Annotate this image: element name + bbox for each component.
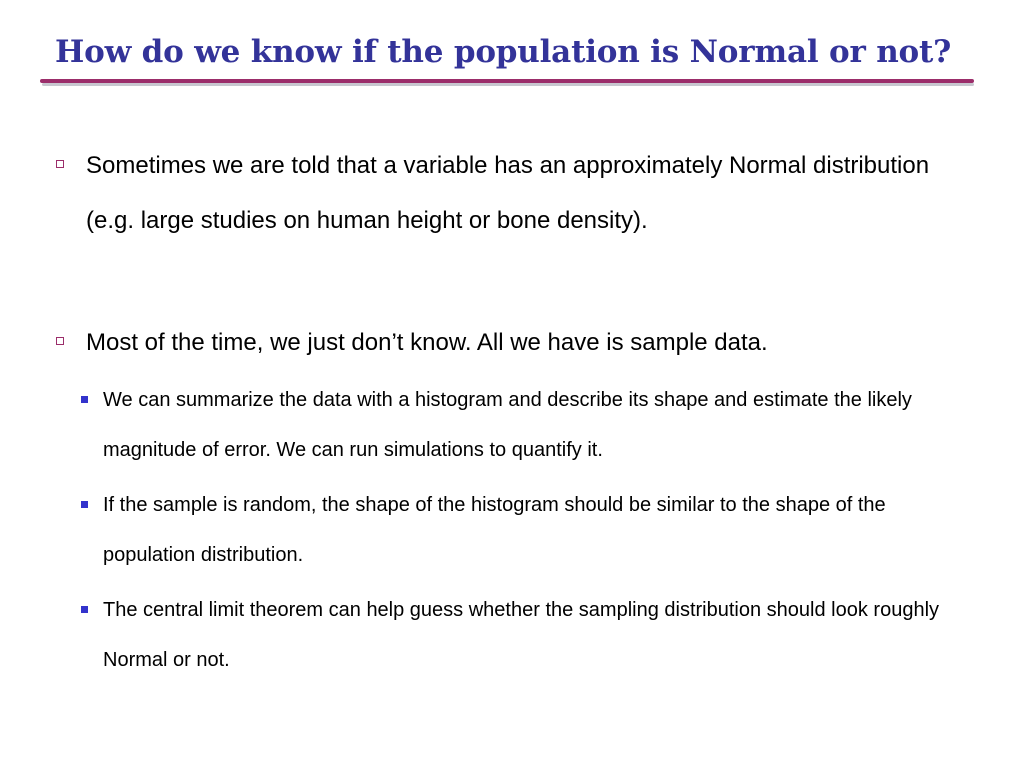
sub-bullet-text: If the sample is random, the shape of the histogram should be similar to the shape of the population distribution. <box>103 494 886 566</box>
filled-square-bullet-icon <box>81 396 88 403</box>
hollow-square-bullet-icon <box>56 337 64 345</box>
title-underline-shadow <box>42 83 974 86</box>
title-underline <box>40 79 974 83</box>
filled-square-bullet-icon <box>81 606 88 613</box>
filled-square-bullet-icon <box>81 501 88 508</box>
sub-bullet-item-2 <box>80 480 970 580</box>
sub-bullet-text: We can summarize the data with a histogram and describe its shape and estimate the likely magnitude of error. We can run simulations to quantify it. <box>103 389 912 461</box>
bullet-text: Most of the time, we just don’t know. All we have is sample data. <box>86 329 768 356</box>
bullet-item-1 <box>56 138 956 248</box>
sub-bullet-text: The central limit theorem can help guess whether the sampling distribution should look roughly Normal or not. <box>103 599 940 671</box>
sub-bullet-item-3 <box>80 585 970 685</box>
bullet-text: Sometimes we are told that a variable has an approximately Normal distribution (e.g. large studies on human height or bone density). <box>86 152 930 234</box>
hollow-square-bullet-icon <box>56 160 64 168</box>
sub-bullet-item-1 <box>80 375 970 475</box>
slide-title: How do we know if the population is Normal or not? <box>55 34 952 70</box>
bullet-item-2 <box>56 315 956 370</box>
